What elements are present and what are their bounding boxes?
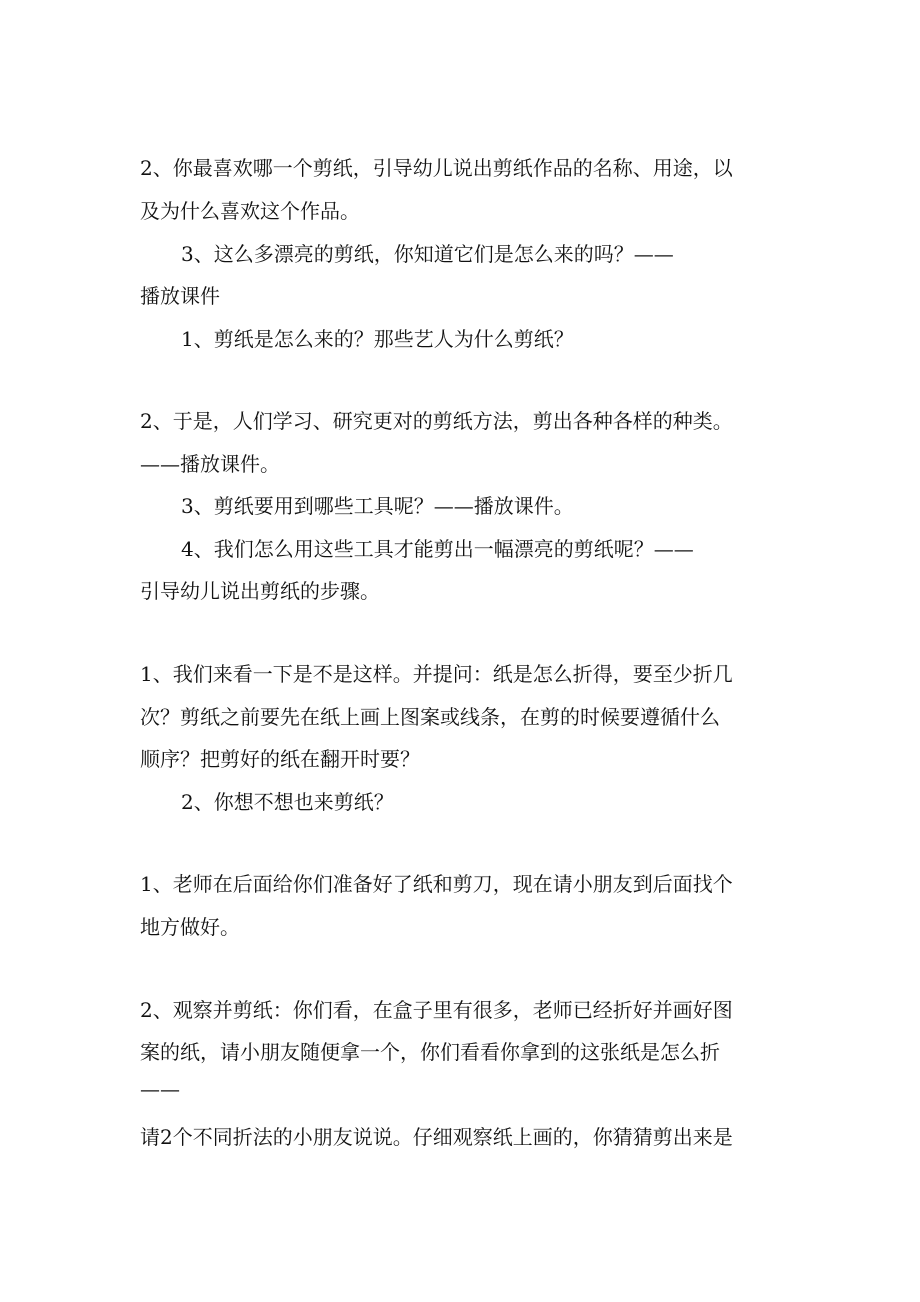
- text-line: 顺序？把剪好的纸在翻开时要？: [140, 747, 420, 771]
- text-line: 1、剪纸是怎么来的？那些艺人为什么剪纸？: [181, 327, 574, 351]
- text-line: 请2个不同折法的小朋友说说。仔细观察纸上画的，你猜猜剪出来是: [140, 1125, 733, 1149]
- text-line: 播放课件: [140, 284, 220, 308]
- text-line: 3、这么多漂亮的剪纸，你知道它们是怎么来的吗？——: [181, 242, 674, 266]
- text-line: 4、我们怎么用这些工具才能剪出一幅漂亮的剪纸呢？——: [181, 537, 694, 561]
- text-line: ——: [140, 1077, 180, 1101]
- text-line: 2、你最喜欢哪一个剪纸，引导幼儿说出剪纸作品的名称、用途，以: [140, 156, 733, 180]
- text-line: 案的纸，请小朋友随便拿一个，你们看看你拿到的这张纸是怎么折: [140, 1040, 720, 1064]
- text-line: 2、你想不想也来剪纸？: [181, 790, 394, 814]
- text-line: 地方做好。: [140, 915, 240, 939]
- text-line: 引导幼儿说出剪纸的步骤。: [140, 579, 380, 603]
- text-line: ——播放课件。: [140, 452, 280, 476]
- text-line: 2、观察并剪纸：你们看，在盒子里有很多，老师已经折好并画好图: [140, 998, 733, 1022]
- text-line: 及为什么喜欢这个作品。: [140, 199, 360, 223]
- text-line: 2、于是，人们学习、研究更对的剪纸方法，剪出各种各样的种类。: [140, 409, 733, 433]
- text-line: 3、剪纸要用到哪些工具呢？——播放课件。: [181, 494, 574, 518]
- text-line: 次？剪纸之前要先在纸上画上图案或线条，在剪的时候要遵循什么: [140, 705, 720, 729]
- text-line: 1、我们来看一下是不是这样。并提问：纸是怎么折得，要至少折几: [140, 662, 733, 686]
- text-line: 1、老师在后面给你们准备好了纸和剪刀，现在请小朋友到后面找个: [140, 872, 733, 896]
